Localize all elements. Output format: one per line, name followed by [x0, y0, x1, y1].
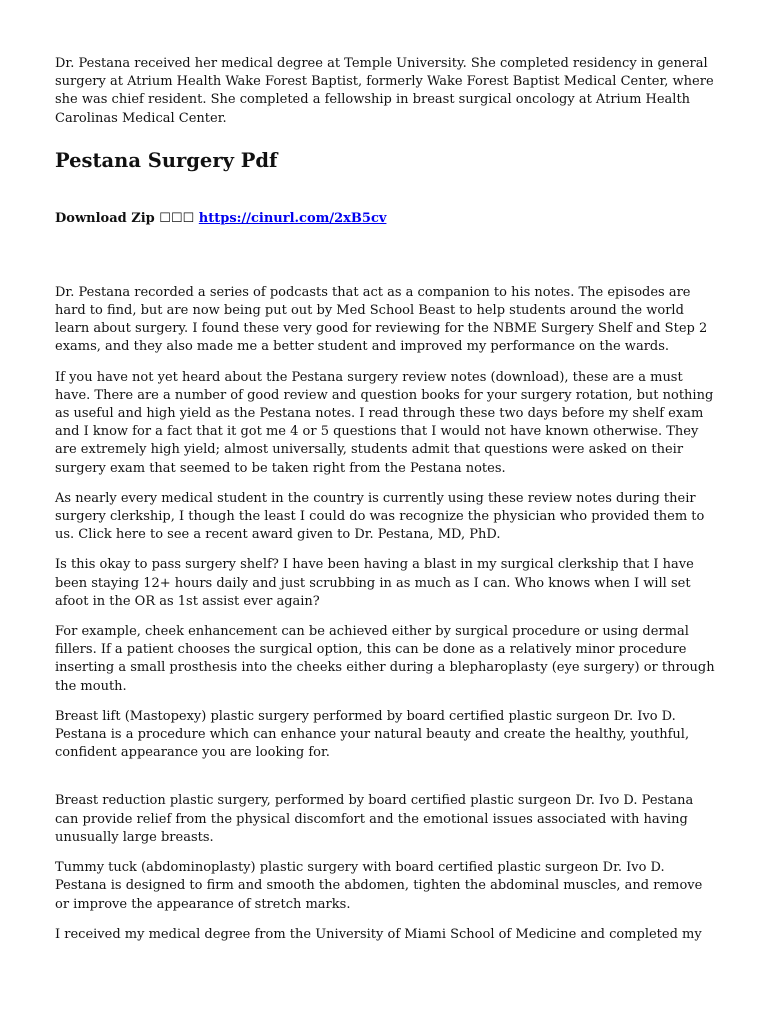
body-paragraph: If you have not yet heard about the Pestana surgery review notes (download), these are a must have. There are a number of good review and question books for your surgery rotation, but nothing as useful and high yield as the Pestana notes. I read through these two days before my shelf exam and I know for a fact that it got me 4 or 5 questions that I would not have known otherwise. They are extremely high yield; almost universally, students admit that questions were asked on their surgery exam that seemed to be taken right from the Pestana notes.: [55, 369, 714, 476]
body-paragraph: I received my medical degree from the University of Miami School of Medicine and completed my: [55, 926, 702, 942]
page-title: Pestana Surgery Pdf: [55, 148, 278, 172]
intro-paragraph: Dr. Pestana received her medical degree at Temple University. She completed residency in general surgery at Atrium Health Wake Forest Baptist, formerly Wake Forest Baptist Medical Center, where she was chief resident. She completed a fellowship in breast surgical oncology at Atrium Health Carolinas Medical Center.: [55, 56, 714, 126]
download-line: [55, 210, 720, 228]
body-paragraph: Breast reduction plastic surgery, performed by board certified plastic surgeon Dr. Ivo D. Pestana can provide relief from the physical discomfort and the emotional issues associated with having unusually large breasts.: [55, 793, 694, 845]
body-paragraph: For example, cheek enhancement can be achieved either by surgical procedure or using dermal fillers. If a patient chooses the surgical option, this can be done as a relatively minor procedure inserting a small prosthesis into the cheeks either during a blepharoplasty (eye surgery) or through the mouth.: [55, 624, 715, 694]
download-label: Download Zip: [55, 210, 155, 226]
body-paragraph: Dr. Pestana recorded a series of podcasts that act as a companion to his notes. The episodes are hard to find, but are now being put out by Med School Beast to help students around the world learn about surgery. I found these very good for reviewing for the NBME Surgery Shelf and Step 2 exams, and they also made me a better student and improved my performance on the wards.: [55, 284, 708, 355]
download-link[interactable]: https://cinurl.com/2xB5cv: [198, 210, 387, 226]
body-paragraph: Breast lift (Mastopexy) plastic surgery performed by board certified plastic surgeon Dr. Ivo D. Pestana is a procedure which can enhance your natural beauty and create the healthy, youthful, confident appearance you are looking for.: [55, 708, 690, 761]
body-paragraph: Tummy tuck (abdominoplasty) plastic surgery with board certified plastic surgeon Dr. Ivo D. Pestana is designed to firm and smooth the abdomen, tighten the abdominal muscles, and remove or improve the appearance of stretch marks.: [55, 860, 703, 912]
document-page: [55, 55, 720, 944]
arrow-glyphs-icon: ☐☐☐: [159, 210, 195, 226]
body-paragraph: As nearly every medical student in the country is currently using these review notes during their surgery clerkship, I though the least I could do was recognize the physician who provided them to us. Click here to see a recent award given to Dr. Pestana, MD, PhD.: [55, 490, 705, 543]
body-paragraph: Is this okay to pass surgery shelf? I have been having a blast in my surgical clerkship that I have been staying 12+ hours daily and just scrubbing in as much as I can. Who knows when I will set afoot in the OR as 1st assist ever again?: [55, 557, 694, 609]
